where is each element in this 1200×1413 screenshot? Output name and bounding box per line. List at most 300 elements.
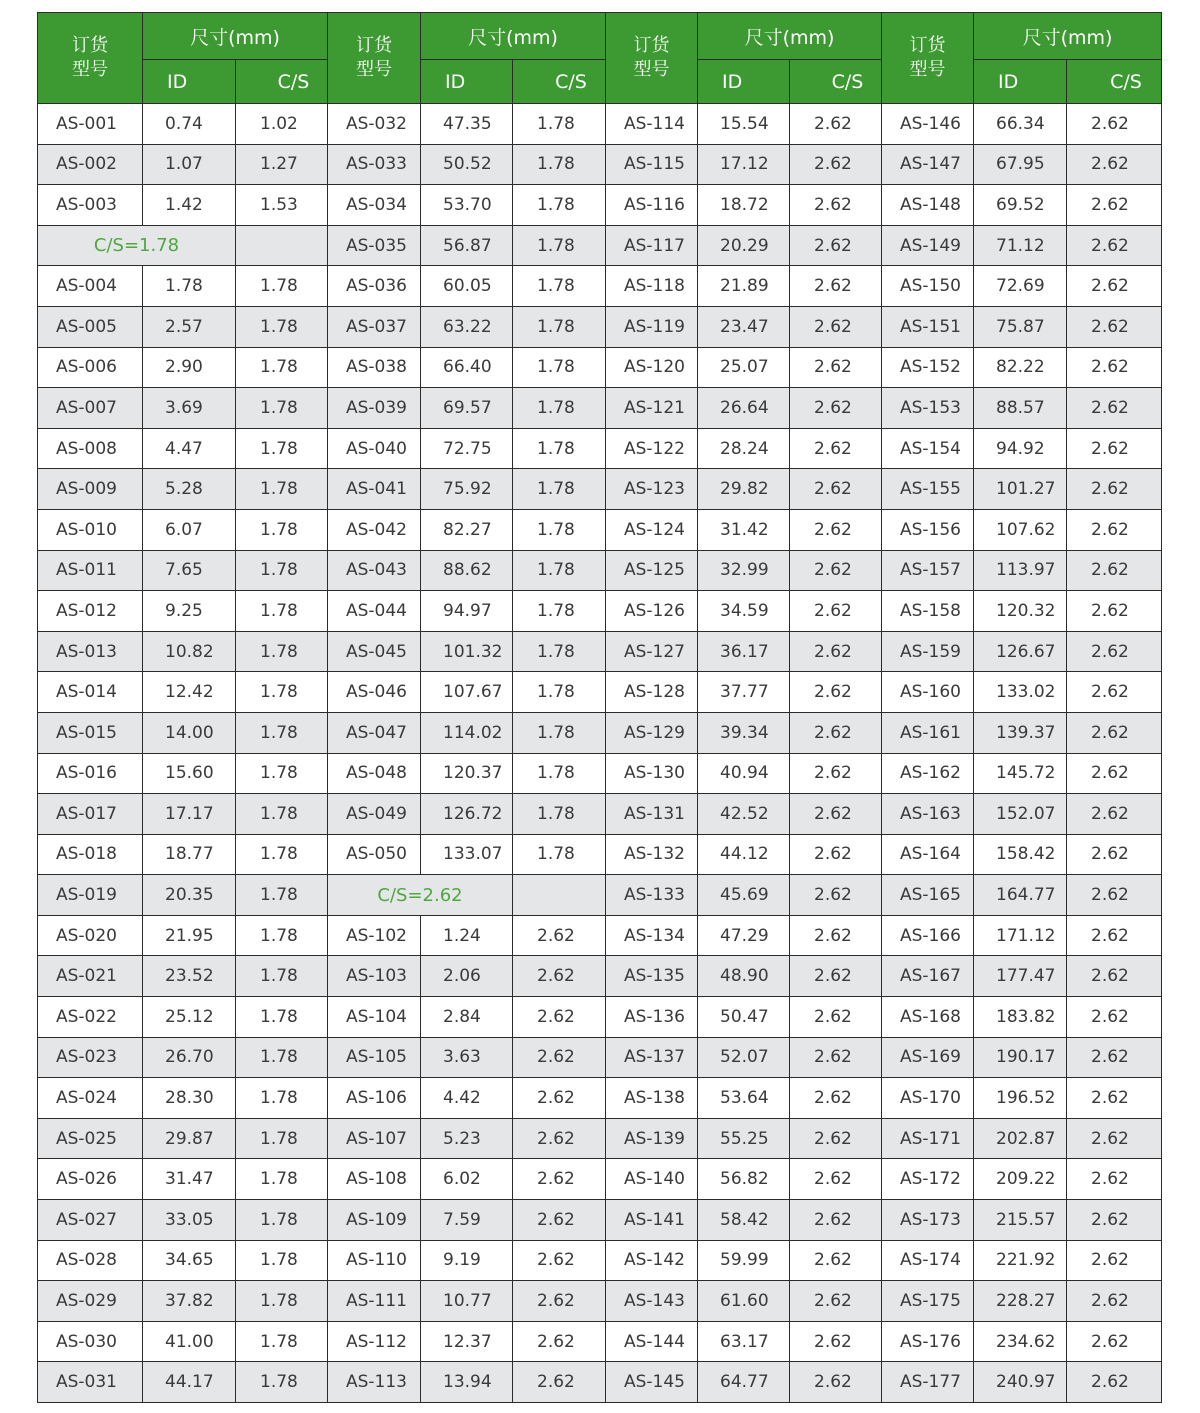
model-cell: AS-017 bbox=[38, 794, 143, 835]
model-cell: AS-112 bbox=[328, 1321, 421, 1362]
id-cell: 240.97 bbox=[974, 1362, 1067, 1403]
model-cell: AS-153 bbox=[882, 388, 974, 429]
id-cell: 152.07 bbox=[974, 794, 1067, 835]
id-cell: 20.35 bbox=[143, 875, 236, 916]
cs-cell: 1.78 bbox=[236, 875, 328, 916]
cs-cell: 2.62 bbox=[513, 1200, 606, 1241]
model-cell: AS-032 bbox=[328, 104, 421, 145]
model-cell: AS-045 bbox=[328, 631, 421, 672]
cs-cell: 2.62 bbox=[790, 550, 882, 591]
cs-cell: 2.62 bbox=[513, 956, 606, 997]
id-cell: 0.74 bbox=[143, 104, 236, 145]
model-cell: AS-139 bbox=[606, 1118, 698, 1159]
id-cell: 94.97 bbox=[421, 591, 513, 632]
id-cell: 18.77 bbox=[143, 834, 236, 875]
table-row bbox=[38, 591, 1162, 632]
cs-cell: 1.78 bbox=[236, 1321, 328, 1362]
id-cell: 44.17 bbox=[143, 1362, 236, 1403]
model-cell: AS-165 bbox=[882, 875, 974, 916]
cs-cell: 1.78 bbox=[236, 631, 328, 672]
id-cell: 234.62 bbox=[974, 1321, 1067, 1362]
cs-cell: 2.62 bbox=[513, 1281, 606, 1322]
model-cell: AS-170 bbox=[882, 1078, 974, 1119]
model-cell: AS-013 bbox=[38, 631, 143, 672]
id-cell: 196.52 bbox=[974, 1078, 1067, 1119]
model-cell: AS-108 bbox=[328, 1159, 421, 1200]
id-cell: 177.47 bbox=[974, 956, 1067, 997]
header-model: 订货 型号 bbox=[38, 13, 143, 104]
model-cell: AS-103 bbox=[328, 956, 421, 997]
table-row bbox=[38, 794, 1162, 835]
id-cell: 66.40 bbox=[421, 347, 513, 388]
model-cell: AS-047 bbox=[328, 712, 421, 753]
id-cell: 94.92 bbox=[974, 428, 1067, 469]
cs-cell: 1.78 bbox=[236, 1281, 328, 1322]
cs-cell: 1.78 bbox=[236, 347, 328, 388]
table-row bbox=[38, 104, 1162, 145]
cs-cell: 2.62 bbox=[513, 1159, 606, 1200]
cs-cell: 2.62 bbox=[790, 997, 882, 1038]
id-cell: 209.22 bbox=[974, 1159, 1067, 1200]
cs-cell: 2.62 bbox=[790, 834, 882, 875]
model-cell: AS-119 bbox=[606, 306, 698, 347]
id-cell: 1.24 bbox=[421, 915, 513, 956]
cs-cell: 1.78 bbox=[236, 1078, 328, 1119]
model-cell: AS-146 bbox=[882, 104, 974, 145]
table-row bbox=[38, 509, 1162, 550]
model-cell: AS-124 bbox=[606, 509, 698, 550]
id-cell: 31.42 bbox=[698, 509, 790, 550]
id-cell: 14.00 bbox=[143, 712, 236, 753]
model-cell: AS-046 bbox=[328, 672, 421, 713]
model-cell: AS-050 bbox=[328, 834, 421, 875]
id-cell: 34.59 bbox=[698, 591, 790, 632]
table-row bbox=[38, 266, 1162, 307]
table-row bbox=[38, 144, 1162, 185]
model-cell: AS-028 bbox=[38, 1240, 143, 1281]
table-row bbox=[38, 347, 1162, 388]
id-cell: 202.87 bbox=[974, 1118, 1067, 1159]
table-row bbox=[38, 388, 1162, 429]
cs-cell: 1.78 bbox=[513, 185, 606, 226]
table-row bbox=[38, 1240, 1162, 1281]
cs-cell: 2.62 bbox=[1067, 1321, 1162, 1362]
cs-cell: 2.62 bbox=[1067, 469, 1162, 510]
id-cell: 59.99 bbox=[698, 1240, 790, 1281]
cs-cell: 2.62 bbox=[1067, 1159, 1162, 1200]
model-cell: AS-027 bbox=[38, 1200, 143, 1241]
model-cell: AS-154 bbox=[882, 428, 974, 469]
cs-cell: 2.62 bbox=[513, 1240, 606, 1281]
cs-cell: 2.62 bbox=[1067, 631, 1162, 672]
model-cell: AS-141 bbox=[606, 1200, 698, 1241]
id-cell: 17.12 bbox=[698, 144, 790, 185]
model-cell: AS-016 bbox=[38, 753, 143, 794]
model-cell: AS-007 bbox=[38, 388, 143, 429]
id-cell: 101.32 bbox=[421, 631, 513, 672]
id-cell: 164.77 bbox=[974, 875, 1067, 916]
cs-cell: 2.62 bbox=[513, 1078, 606, 1119]
cs-cell: 2.62 bbox=[513, 997, 606, 1038]
id-cell: 3.69 bbox=[143, 388, 236, 429]
id-cell: 215.57 bbox=[974, 1200, 1067, 1241]
table-row bbox=[38, 1281, 1162, 1322]
cs-cell: 1.27 bbox=[236, 144, 328, 185]
id-cell: 190.17 bbox=[974, 1037, 1067, 1078]
table-row bbox=[38, 1118, 1162, 1159]
cs-cell: 2.62 bbox=[790, 1240, 882, 1281]
cs-cell: 2.62 bbox=[790, 469, 882, 510]
model-cell: AS-039 bbox=[328, 388, 421, 429]
table-row bbox=[38, 469, 1162, 510]
cs-cell: 2.62 bbox=[1067, 347, 1162, 388]
cs-cell: 1.02 bbox=[236, 104, 328, 145]
id-cell: 6.02 bbox=[421, 1159, 513, 1200]
cs-cell: 2.62 bbox=[1067, 1118, 1162, 1159]
header-size: 尺寸(mm) bbox=[974, 13, 1162, 60]
cs-cell: 2.62 bbox=[790, 1078, 882, 1119]
id-cell: 32.99 bbox=[698, 550, 790, 591]
model-cell: AS-148 bbox=[882, 185, 974, 226]
spec-table-container bbox=[37, 12, 1161, 1403]
id-cell: 183.82 bbox=[974, 997, 1067, 1038]
header-id: ID bbox=[143, 60, 236, 104]
cs-cell: 2.62 bbox=[1067, 1037, 1162, 1078]
id-cell: 53.70 bbox=[421, 185, 513, 226]
model-cell: AS-015 bbox=[38, 712, 143, 753]
cs-cell: 2.62 bbox=[790, 388, 882, 429]
model-cell: AS-171 bbox=[882, 1118, 974, 1159]
cs-cell: 2.62 bbox=[1067, 591, 1162, 632]
id-cell: 9.25 bbox=[143, 591, 236, 632]
table-row bbox=[38, 875, 1162, 916]
table-row bbox=[38, 1362, 1162, 1403]
cs-cell: 2.62 bbox=[790, 591, 882, 632]
model-cell: AS-161 bbox=[882, 712, 974, 753]
model-cell: AS-010 bbox=[38, 509, 143, 550]
id-cell: 42.52 bbox=[698, 794, 790, 835]
id-cell: 15.54 bbox=[698, 104, 790, 145]
model-cell: AS-001 bbox=[38, 104, 143, 145]
cs-cell: 2.62 bbox=[1067, 225, 1162, 266]
id-cell: 45.69 bbox=[698, 875, 790, 916]
id-cell: 228.27 bbox=[974, 1281, 1067, 1322]
header-model: 订货 型号 bbox=[328, 13, 421, 104]
table-row bbox=[38, 915, 1162, 956]
id-cell: 23.47 bbox=[698, 306, 790, 347]
header-model: 订货 型号 bbox=[882, 13, 974, 104]
cs-cell: 2.62 bbox=[790, 672, 882, 713]
model-cell: AS-025 bbox=[38, 1118, 143, 1159]
cs-cell: 2.62 bbox=[1067, 834, 1162, 875]
table-row bbox=[38, 1159, 1162, 1200]
cs-group-label: C/S=1.78 bbox=[38, 225, 236, 266]
id-cell: 75.92 bbox=[421, 469, 513, 510]
model-cell: AS-042 bbox=[328, 509, 421, 550]
id-cell: 71.12 bbox=[974, 225, 1067, 266]
id-cell: 61.60 bbox=[698, 1281, 790, 1322]
model-cell: AS-130 bbox=[606, 753, 698, 794]
cs-cell: 2.62 bbox=[1067, 997, 1162, 1038]
cs-cell: 1.78 bbox=[236, 550, 328, 591]
id-cell: 88.62 bbox=[421, 550, 513, 591]
cs-cell: 1.78 bbox=[513, 794, 606, 835]
cs-cell: 2.62 bbox=[790, 266, 882, 307]
model-cell: AS-012 bbox=[38, 591, 143, 632]
cs-cell: 1.78 bbox=[513, 266, 606, 307]
model-cell: AS-049 bbox=[328, 794, 421, 835]
model-cell: AS-123 bbox=[606, 469, 698, 510]
model-cell: AS-155 bbox=[882, 469, 974, 510]
model-cell: AS-102 bbox=[328, 915, 421, 956]
table-row bbox=[38, 1078, 1162, 1119]
id-cell: 4.47 bbox=[143, 428, 236, 469]
model-cell: AS-110 bbox=[328, 1240, 421, 1281]
header-cs: C/S bbox=[790, 60, 882, 104]
model-cell: AS-040 bbox=[328, 428, 421, 469]
id-cell: 39.34 bbox=[698, 712, 790, 753]
model-cell: AS-008 bbox=[38, 428, 143, 469]
cs-cell: 2.62 bbox=[1067, 915, 1162, 956]
id-cell: 145.72 bbox=[974, 753, 1067, 794]
model-cell: AS-006 bbox=[38, 347, 143, 388]
model-cell: AS-004 bbox=[38, 266, 143, 307]
cs-cell: 2.62 bbox=[790, 1200, 882, 1241]
table-row bbox=[38, 550, 1162, 591]
id-cell: 10.82 bbox=[143, 631, 236, 672]
cs-cell: 2.62 bbox=[790, 347, 882, 388]
id-cell: 21.95 bbox=[143, 915, 236, 956]
cs-cell: 2.62 bbox=[1067, 144, 1162, 185]
model-cell: AS-113 bbox=[328, 1362, 421, 1403]
cs-cell: 1.78 bbox=[236, 794, 328, 835]
id-cell: 120.37 bbox=[421, 753, 513, 794]
id-cell: 47.35 bbox=[421, 104, 513, 145]
cs-cell: 2.62 bbox=[790, 1118, 882, 1159]
cs-cell: 2.62 bbox=[790, 144, 882, 185]
cs-cell: 1.78 bbox=[236, 672, 328, 713]
table-row bbox=[38, 306, 1162, 347]
cs-cell: 1.78 bbox=[236, 956, 328, 997]
model-cell: AS-169 bbox=[882, 1037, 974, 1078]
cs-cell: 1.78 bbox=[513, 753, 606, 794]
header-cs: C/S bbox=[236, 60, 328, 104]
id-cell: 21.89 bbox=[698, 266, 790, 307]
id-cell: 88.57 bbox=[974, 388, 1067, 429]
model-cell: AS-104 bbox=[328, 997, 421, 1038]
id-cell: 10.77 bbox=[421, 1281, 513, 1322]
model-cell: AS-116 bbox=[606, 185, 698, 226]
empty-cell bbox=[236, 225, 328, 266]
model-cell: AS-175 bbox=[882, 1281, 974, 1322]
cs-cell: 2.62 bbox=[790, 915, 882, 956]
id-cell: 69.52 bbox=[974, 185, 1067, 226]
cs-cell: 2.62 bbox=[790, 956, 882, 997]
table-row bbox=[38, 753, 1162, 794]
id-cell: 3.63 bbox=[421, 1037, 513, 1078]
cs-cell: 2.62 bbox=[790, 631, 882, 672]
id-cell: 64.77 bbox=[698, 1362, 790, 1403]
id-cell: 126.72 bbox=[421, 794, 513, 835]
model-cell: AS-144 bbox=[606, 1321, 698, 1362]
id-cell: 23.52 bbox=[143, 956, 236, 997]
id-cell: 120.32 bbox=[974, 591, 1067, 632]
model-cell: AS-005 bbox=[38, 306, 143, 347]
cs-cell: 2.62 bbox=[1067, 509, 1162, 550]
model-cell: AS-137 bbox=[606, 1037, 698, 1078]
id-cell: 26.64 bbox=[698, 388, 790, 429]
cs-cell: 1.78 bbox=[513, 550, 606, 591]
cs-cell: 2.62 bbox=[1067, 1281, 1162, 1322]
model-cell: AS-151 bbox=[882, 306, 974, 347]
model-cell: AS-135 bbox=[606, 956, 698, 997]
model-cell: AS-037 bbox=[328, 306, 421, 347]
cs-cell: 2.62 bbox=[1067, 306, 1162, 347]
id-cell: 53.64 bbox=[698, 1078, 790, 1119]
model-cell: AS-018 bbox=[38, 834, 143, 875]
id-cell: 75.87 bbox=[974, 306, 1067, 347]
id-cell: 40.94 bbox=[698, 753, 790, 794]
cs-cell: 2.62 bbox=[790, 1321, 882, 1362]
header-model: 订货 型号 bbox=[606, 13, 698, 104]
cs-cell: 2.62 bbox=[1067, 185, 1162, 226]
model-cell: AS-134 bbox=[606, 915, 698, 956]
model-cell: AS-131 bbox=[606, 794, 698, 835]
cs-cell: 1.78 bbox=[236, 1362, 328, 1403]
id-cell: 7.65 bbox=[143, 550, 236, 591]
cs-cell: 1.78 bbox=[513, 388, 606, 429]
id-cell: 18.72 bbox=[698, 185, 790, 226]
model-cell: AS-043 bbox=[328, 550, 421, 591]
id-cell: 47.29 bbox=[698, 915, 790, 956]
cs-cell: 2.62 bbox=[790, 1362, 882, 1403]
cs-cell: 2.62 bbox=[1067, 1078, 1162, 1119]
model-cell: AS-041 bbox=[328, 469, 421, 510]
model-cell: AS-003 bbox=[38, 185, 143, 226]
cs-cell: 1.78 bbox=[513, 591, 606, 632]
cs-cell: 2.62 bbox=[1067, 1200, 1162, 1241]
cs-cell: 2.62 bbox=[513, 1037, 606, 1078]
id-cell: 101.27 bbox=[974, 469, 1067, 510]
model-cell: AS-122 bbox=[606, 428, 698, 469]
id-cell: 69.57 bbox=[421, 388, 513, 429]
model-cell: AS-022 bbox=[38, 997, 143, 1038]
model-cell: AS-026 bbox=[38, 1159, 143, 1200]
id-cell: 29.82 bbox=[698, 469, 790, 510]
table-row bbox=[38, 428, 1162, 469]
model-cell: AS-159 bbox=[882, 631, 974, 672]
id-cell: 82.27 bbox=[421, 509, 513, 550]
header-size: 尺寸(mm) bbox=[143, 13, 328, 60]
cs-cell: 1.78 bbox=[236, 591, 328, 632]
id-cell: 56.87 bbox=[421, 225, 513, 266]
table-row bbox=[38, 185, 1162, 226]
table-body bbox=[38, 104, 1162, 1403]
cs-cell: 1.78 bbox=[513, 509, 606, 550]
model-cell: AS-011 bbox=[38, 550, 143, 591]
id-cell: 66.34 bbox=[974, 104, 1067, 145]
model-cell: AS-024 bbox=[38, 1078, 143, 1119]
model-cell: AS-127 bbox=[606, 631, 698, 672]
table-row bbox=[38, 712, 1162, 753]
id-cell: 31.47 bbox=[143, 1159, 236, 1200]
cs-cell: 1.78 bbox=[236, 1200, 328, 1241]
id-cell: 37.82 bbox=[143, 1281, 236, 1322]
id-cell: 107.67 bbox=[421, 672, 513, 713]
model-cell: AS-115 bbox=[606, 144, 698, 185]
model-cell: AS-118 bbox=[606, 266, 698, 307]
table-row bbox=[38, 997, 1162, 1038]
id-cell: 50.52 bbox=[421, 144, 513, 185]
id-cell: 48.90 bbox=[698, 956, 790, 997]
model-cell: AS-133 bbox=[606, 875, 698, 916]
cs-group-label: C/S=2.62 bbox=[328, 875, 513, 916]
model-cell: AS-125 bbox=[606, 550, 698, 591]
model-cell: AS-176 bbox=[882, 1321, 974, 1362]
cs-cell: 1.78 bbox=[236, 1118, 328, 1159]
model-cell: AS-163 bbox=[882, 794, 974, 835]
cs-cell: 1.78 bbox=[513, 306, 606, 347]
id-cell: 15.60 bbox=[143, 753, 236, 794]
table-header bbox=[38, 13, 1162, 104]
id-cell: 34.65 bbox=[143, 1240, 236, 1281]
cs-cell: 1.78 bbox=[513, 428, 606, 469]
cs-cell: 1.78 bbox=[236, 1037, 328, 1078]
cs-cell: 1.78 bbox=[236, 1159, 328, 1200]
id-cell: 107.62 bbox=[974, 509, 1067, 550]
cs-cell: 1.78 bbox=[513, 834, 606, 875]
model-cell: AS-156 bbox=[882, 509, 974, 550]
id-cell: 1.42 bbox=[143, 185, 236, 226]
header-id: ID bbox=[421, 60, 513, 104]
cs-cell: 1.78 bbox=[513, 225, 606, 266]
cs-cell: 2.62 bbox=[1067, 672, 1162, 713]
cs-cell: 2.62 bbox=[1067, 104, 1162, 145]
id-cell: 221.92 bbox=[974, 1240, 1067, 1281]
cs-cell: 2.62 bbox=[790, 712, 882, 753]
model-cell: AS-140 bbox=[606, 1159, 698, 1200]
id-cell: 4.42 bbox=[421, 1078, 513, 1119]
model-cell: AS-142 bbox=[606, 1240, 698, 1281]
cs-cell: 2.62 bbox=[1067, 1240, 1162, 1281]
model-cell: AS-009 bbox=[38, 469, 143, 510]
cs-cell: 2.62 bbox=[1067, 266, 1162, 307]
cs-cell: 2.62 bbox=[790, 875, 882, 916]
cs-cell: 1.78 bbox=[236, 834, 328, 875]
model-cell: AS-020 bbox=[38, 915, 143, 956]
cs-cell: 2.62 bbox=[513, 1118, 606, 1159]
cs-cell: 2.62 bbox=[1067, 712, 1162, 753]
id-cell: 28.30 bbox=[143, 1078, 236, 1119]
id-cell: 26.70 bbox=[143, 1037, 236, 1078]
id-cell: 72.69 bbox=[974, 266, 1067, 307]
cs-cell: 1.78 bbox=[236, 1240, 328, 1281]
cs-cell: 2.62 bbox=[790, 1281, 882, 1322]
id-cell: 12.42 bbox=[143, 672, 236, 713]
cs-cell: 2.62 bbox=[790, 1037, 882, 1078]
id-cell: 33.05 bbox=[143, 1200, 236, 1241]
id-cell: 12.37 bbox=[421, 1321, 513, 1362]
model-cell: AS-023 bbox=[38, 1037, 143, 1078]
model-cell: AS-174 bbox=[882, 1240, 974, 1281]
id-cell: 17.17 bbox=[143, 794, 236, 835]
table-row bbox=[38, 631, 1162, 672]
id-cell: 28.24 bbox=[698, 428, 790, 469]
model-cell: AS-158 bbox=[882, 591, 974, 632]
id-cell: 1.07 bbox=[143, 144, 236, 185]
model-cell: AS-111 bbox=[328, 1281, 421, 1322]
model-cell: AS-172 bbox=[882, 1159, 974, 1200]
